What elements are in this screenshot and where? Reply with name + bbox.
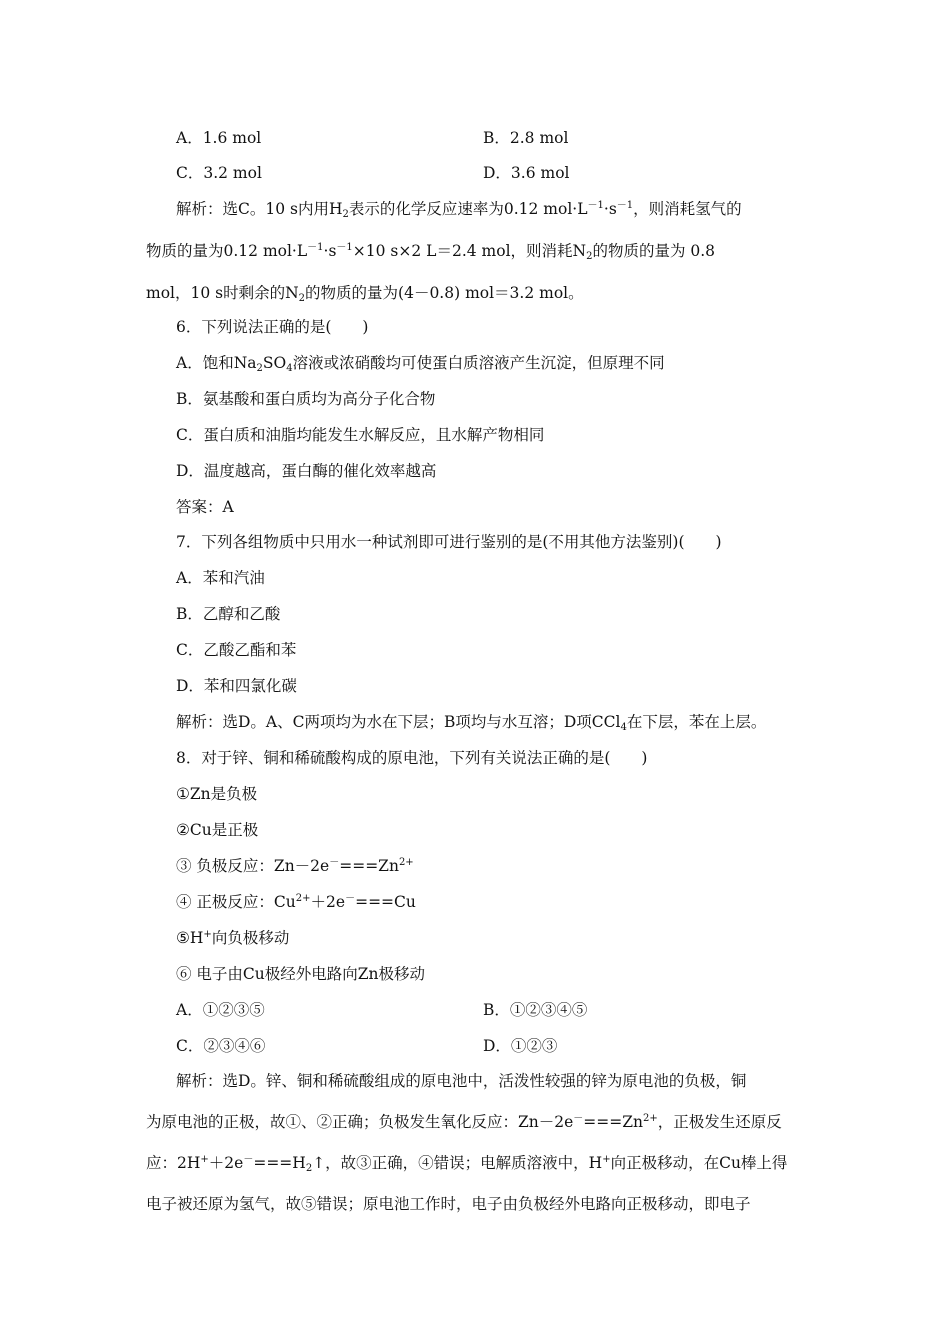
q6-option-a: A．饱和$Na_2SO_4$溶液或浓硝酸均可使蛋白质溶液产生沉淀，但原理不同: [176, 354, 665, 374]
q7-option-a: A．苯和汽油: [176, 569, 265, 587]
q7-analysis: 解析：选D。A、C两项均为水在下层；B项均与水互溶；D项CCl$_4$在下层，苯在上层。: [176, 713, 767, 733]
q6-option-c: C．蛋白质和油脂均能发生水解反应，且水解产物相同: [176, 426, 545, 444]
q5-option-c: C．3.2 mol: [176, 164, 262, 182]
q6-option-b: B．氨基酸和蛋白质均为高分子化合物: [176, 390, 436, 408]
q7-option-d: D．苯和四氯化碳: [176, 677, 297, 695]
q8-analysis-line-1: 解析：选D。锌、铜和稀硫酸组成的原电池中，活泼性较强的锌为原电池的负极，铜: [176, 1072, 747, 1090]
q8-statement-4: ④ 正极反应：$Cu^{2+}+2e^-===Cu$: [176, 893, 416, 911]
q8-analysis-line-4: 电子被还原为氢气，故⑤错误；原电池工作时，电子由负极经外电路向正极移动，即电子: [146, 1195, 751, 1213]
q8-option-b: B．①②③④⑤: [483, 1001, 588, 1019]
q5-analysis-line-2: 物质的量为0.12 $mol\cdot L^{-1}\cdot s^{-1}\times 10$ s×2 L＝2.4 mol，则消耗$N_2$的物质的量为 0.8: [146, 242, 716, 262]
q5-option-b: B．2.8 mol: [483, 129, 569, 147]
q5-option-a: A．1.6 mol: [176, 129, 262, 147]
q8-statement-3: ③ 负极反应：$Zn-2e^-===Zn^{2+}$: [176, 857, 414, 875]
q6-option-d: D．温度越高，蛋白酶的催化效率越高: [176, 462, 437, 480]
q8-analysis-line-2: 为原电池的正极，故①、②正确；负极发生氧化反应：$Zn-2e^-===Zn^{2+}$，正极发生还原反: [146, 1113, 782, 1131]
q8-statement-5: ⑤H+向负极移动: [176, 929, 290, 947]
q5-option-d: D．3.6 mol: [483, 164, 570, 182]
q8-statement-6: ⑥ 电子由Cu极经外电路向Zn极移动: [176, 965, 426, 983]
q6-answer: 答案：A: [176, 498, 234, 516]
q7-option-c: C．乙酸乙酯和苯: [176, 641, 297, 659]
q8-option-a: A．①②③⑤: [176, 1001, 265, 1019]
q8-statement-2: ②Cu是正极: [176, 821, 259, 839]
q8-analysis-line-3: 应：$2H^++2e^-===H_2↑$，故③正确，④错误；电解质溶液中，H+向正极移动，在Cu棒上得: [146, 1154, 788, 1174]
q8-option-d: D．①②③: [483, 1037, 558, 1055]
q7-option-b: B．乙醇和乙酸: [176, 605, 281, 623]
q5-analysis-line-1: 解析：选C。10 s内用$H_2$表示的化学反应速率为0.12 $mol\cdot L^{-1}\cdot s^{-1}$，则消耗氢气的: [176, 200, 742, 220]
q8-option-c: C．②③④⑥: [176, 1037, 266, 1055]
q6-stem: 6．下列说法正确的是( ): [176, 318, 369, 336]
q8-stem: 8．对于锌、铜和稀硫酸构成的原电池，下列有关说法正确的是( ): [176, 749, 648, 767]
q7-stem: 7．下列各组物质中只用水一种试剂即可进行鉴别的是(不用其他方法鉴别)( ): [176, 533, 722, 551]
q8-statement-1: ①Zn是负极: [176, 785, 258, 803]
q5-analysis-line-3: mol，10 s时剩余的$N_2$的物质的量为(4－0.8) mol＝3.2 mol。: [146, 284, 584, 304]
